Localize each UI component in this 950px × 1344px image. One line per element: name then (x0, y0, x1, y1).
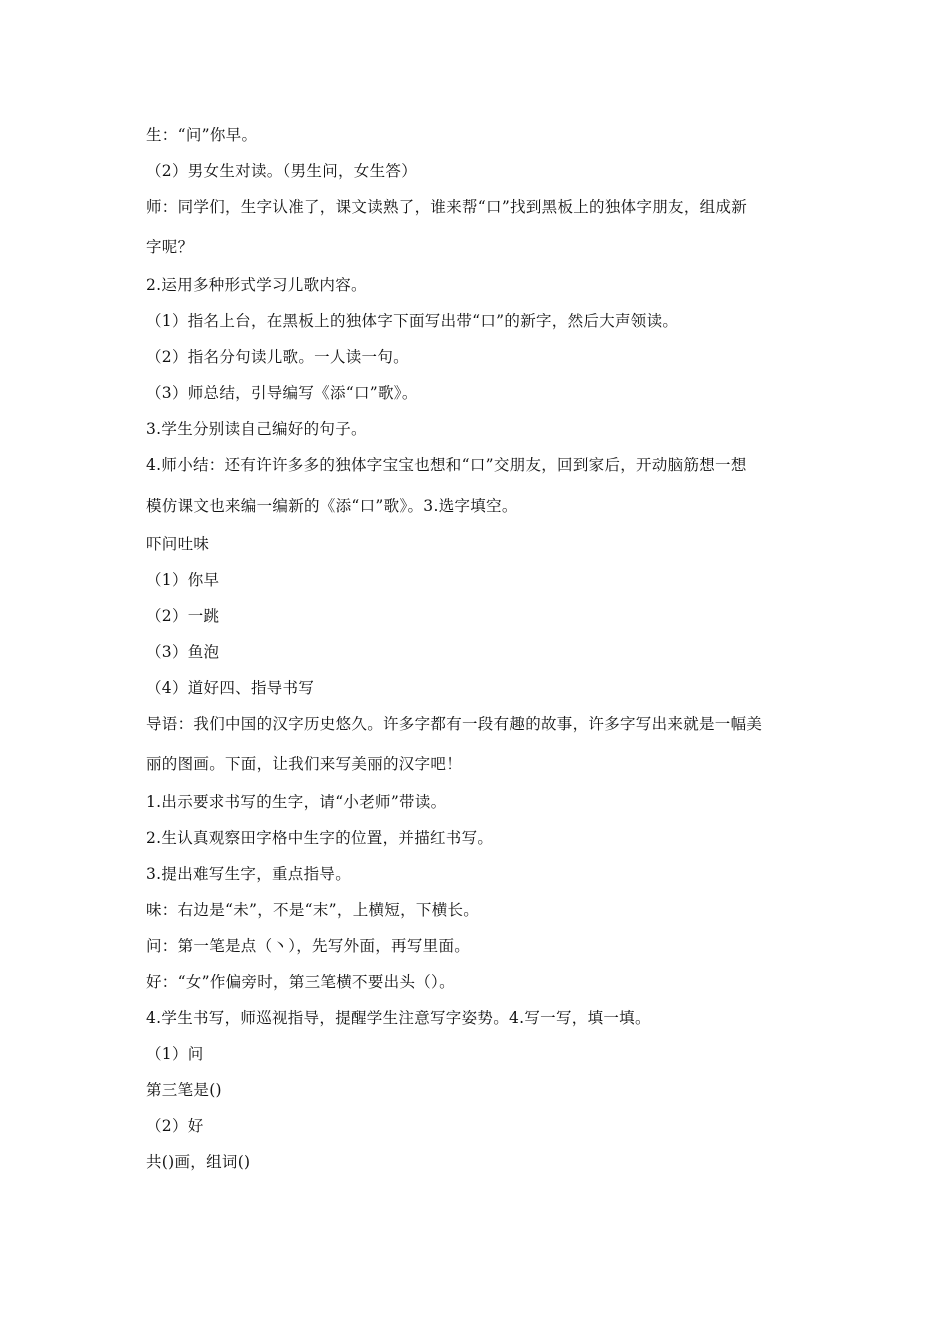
document-body (146, 123, 826, 1186)
text-line: 丽的图画。下面，让我们来写美丽的汉字吧！ (146, 755, 463, 773)
text-line: 第三笔是() (146, 1081, 222, 1099)
text-line: （3）鱼泡 (146, 643, 220, 661)
text-line: （2）一跳 (146, 607, 220, 625)
text-line: 师：同学们，生字认准了，课文读熟了，谁来帮“口”找到黑板上的独体字朋友，组成新 (146, 198, 748, 216)
text-line: （1）问 (146, 1045, 204, 1063)
text-line: 3.提出难写生字，重点指导。 (146, 865, 351, 883)
text-line: 4.师小结：还有许许多多的独体字宝宝也想和“口”交朋友，回到家后，开动脑筋想一想 (146, 456, 747, 474)
text-line: （1）指名上台，在黑板上的独体字下面写出带“口”的新字，然后大声领读。 (146, 312, 679, 330)
text-line: 导语：我们中国的汉字历史悠久。许多字都有一段有趣的故事，许多字写出来就是一幅美 (146, 715, 763, 733)
text-line: 问：第一笔是点（丶），先写外面，再写里面。 (146, 937, 471, 955)
text-line: 2.运用多种形式学习儿歌内容。 (146, 276, 367, 294)
text-line: 共()画，组词() (146, 1153, 251, 1171)
text-line: 4.学生书写，师巡视指导，提醒学生注意写字姿势。4.写一写，填一填。 (146, 1009, 651, 1027)
text-line: 模仿课文也来编一编新的《添“口”歌》。3.选字填空。 (146, 497, 518, 515)
text-line: （4）道好四、指导书写 (146, 679, 315, 697)
text-line: 好：“女”作偏旁时，第三笔横不要出头（）。 (146, 973, 455, 991)
text-line: （2）男女生对读。（男生问，女生答） (146, 162, 418, 180)
text-line: （1）你早 (146, 571, 220, 589)
text-line: （2）好 (146, 1117, 204, 1135)
text-line: 吓问吐味 (146, 535, 210, 553)
text-line: 3.学生分别读自己编好的句子。 (146, 420, 367, 438)
text-line: 字呢？ (146, 238, 194, 256)
text-line: 2.生认真观察田字格中生字的位置，并描红书写。 (146, 829, 494, 847)
text-line: 生：“问”你早。 (146, 126, 258, 144)
text-line: （3）师总结，引导编写《添“口”歌》。 (146, 384, 418, 402)
text-line: 1.出示要求书写的生字，请“小老师”带读。 (146, 793, 447, 811)
text-line: （2）指名分句读儿歌。一人读一句。 (146, 348, 409, 366)
text-line: 味：右边是“未”，不是“末”，上横短，下横长。 (146, 901, 480, 919)
